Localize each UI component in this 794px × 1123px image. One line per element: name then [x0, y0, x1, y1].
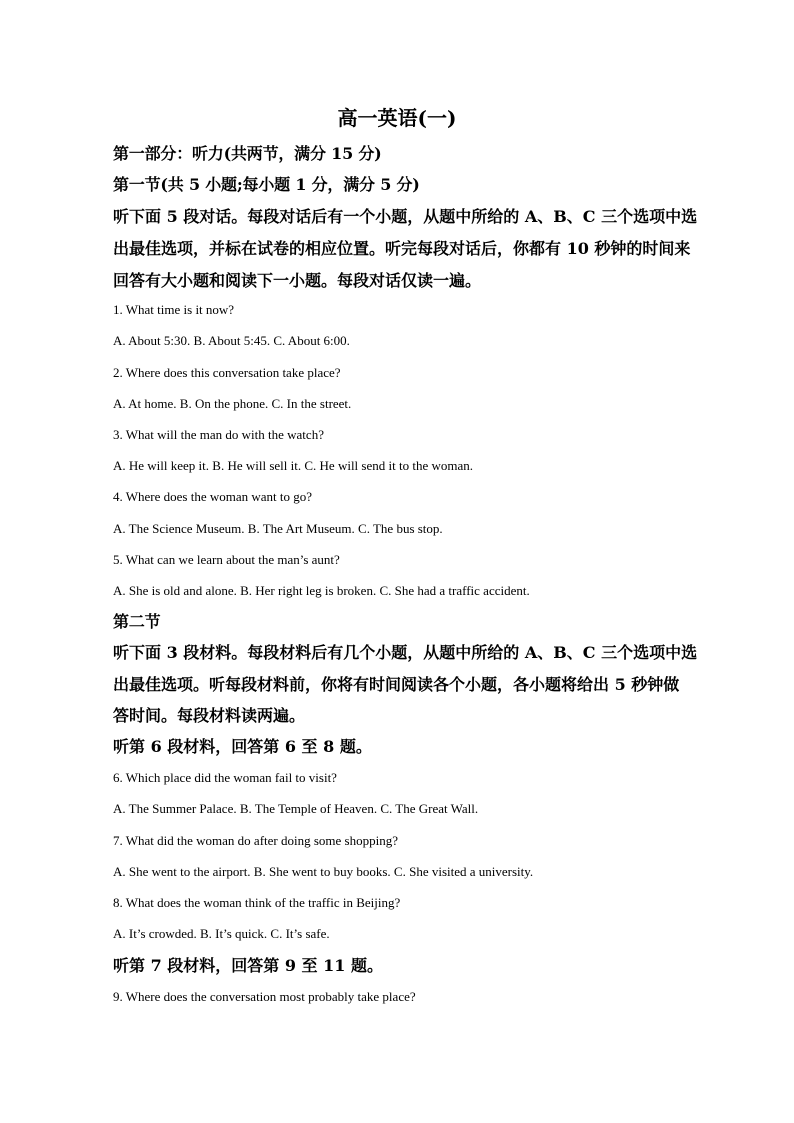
- material-6-heading: 听第 6 段材料，回答第 6 至 8 题。: [113, 737, 372, 756]
- question-1-options: A. About 5:30. B. About 5:45. C. About 6:00.: [113, 333, 350, 348]
- question-5: 5. What can we learn about the man’s aunt?: [113, 552, 340, 567]
- question-5-options: A. She is old and alone. B. Her right leg is broken. C. She had a traffic accident.: [113, 583, 530, 598]
- section2-instruction-line: 听下面 3 段材料。每段材料后有几个小题，从题中所给的 A、B、C 三个选项中选: [113, 643, 698, 662]
- question-2-options: A. At home. B. On the phone. C. In the street.: [113, 396, 352, 411]
- section2-instruction-line: 答时间。每段材料读两遍。: [113, 706, 306, 725]
- section1-heading: 第一节(共 5 小题;每小题 1 分，满分 5 分): [113, 175, 420, 194]
- question-7: 7. What did the woman do after doing some shopping?: [113, 833, 398, 848]
- question-1: 1. What time is it now?: [113, 302, 235, 317]
- question-6-options: A. The Summer Palace. B. The Temple of Heaven. C. The Great Wall.: [113, 801, 479, 816]
- section2-instruction-line: 出最佳选项。听每段材料前，你将有时间阅读各个小题，各小题将给出 5 秒钟做: [113, 675, 680, 694]
- material-7-heading: 听第 7 段材料，回答第 9 至 11 题。: [113, 956, 383, 975]
- question-8: 8. What does the woman think of the traffic in Beijing?: [113, 895, 401, 910]
- question-3-options: A. He will keep it. B. He will sell it. C. He will send it to the woman.: [113, 458, 473, 473]
- section2-heading: 第二节: [113, 612, 161, 631]
- part1-heading: 第一部分：听力(共两节，满分 15 分): [113, 144, 382, 163]
- question-9: 9. Where does the conversation most probably take place?: [113, 989, 416, 1004]
- section1-instruction-line: 出最佳选项，并标在试卷的相应位置。听完每段对话后，你都有 10 秒钟的时间来: [113, 239, 691, 258]
- question-6: 6. Which place did the woman fail to visit?: [113, 770, 337, 785]
- question-7-options: A. She went to the airport. B. She went to buy books. C. She visited a university.: [113, 864, 534, 879]
- exam-title: 高一英语(一): [337, 106, 457, 130]
- question-3: 3. What will the man do with the watch?: [113, 427, 324, 442]
- section1-instruction-line: 听下面 5 段对话。每段对话后有一个小题，从题中所给的 A、B、C 三个选项中选: [113, 207, 698, 226]
- question-8-options: A. It’s crowded. B. It’s quick. C. It’s safe.: [113, 926, 330, 941]
- question-4: 4. Where does the woman want to go?: [113, 489, 313, 504]
- question-2: 2. Where does this conversation take place?: [113, 365, 341, 380]
- section1-instruction-line: 回答有大小题和阅读下一小题。每段对话仅读一遍。: [113, 271, 482, 290]
- question-4-options: A. The Science Museum. B. The Art Museum. C. The bus stop.: [113, 521, 443, 536]
